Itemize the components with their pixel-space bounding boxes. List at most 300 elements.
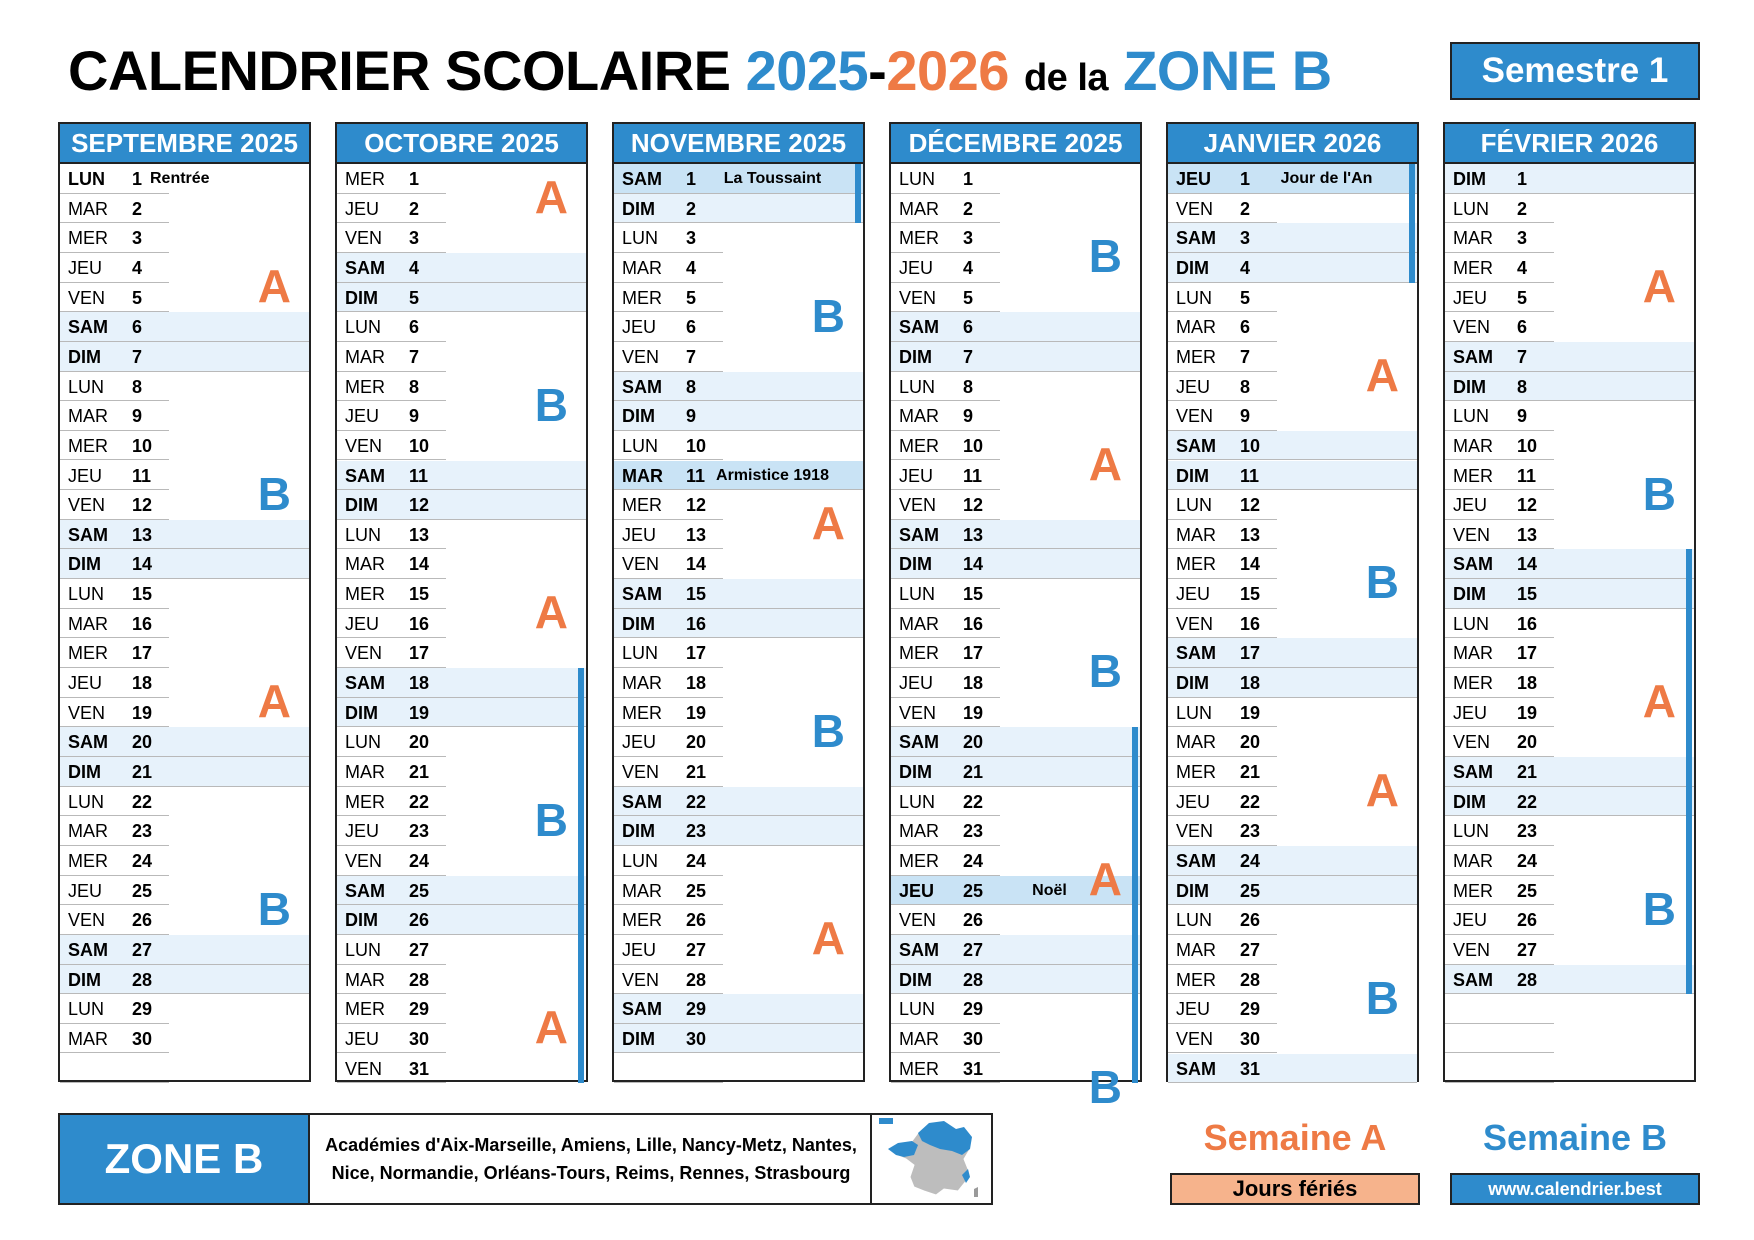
day-name: JEU (1176, 791, 1211, 812)
day-row (891, 698, 1140, 728)
day-name: MAR (622, 257, 662, 278)
website-link[interactable]: www.calendrier.best (1450, 1173, 1700, 1205)
day-number: 13 (132, 524, 153, 545)
day-number: 18 (963, 673, 984, 694)
day-row (891, 401, 1140, 431)
day-label: Armistice 1918 (716, 466, 829, 484)
day-name: MER (1176, 554, 1216, 575)
day-name: SAM (622, 169, 662, 189)
day-row (337, 253, 586, 283)
day-name: LUN (622, 228, 659, 249)
day-row (337, 283, 586, 313)
day-row (1168, 727, 1417, 757)
day-row (891, 283, 1140, 313)
day-name: VEN (1176, 198, 1214, 219)
day-name: MER (1176, 346, 1216, 367)
day-number: 23 (963, 821, 984, 842)
day-number: 30 (963, 1028, 984, 1049)
day-row (614, 787, 863, 817)
day-number: 25 (1517, 880, 1538, 901)
day-row (614, 668, 863, 698)
day-row (60, 1054, 309, 1084)
week-label-a: A (534, 586, 568, 639)
day-row (1445, 816, 1694, 846)
day-name: MAR (345, 554, 385, 575)
day-number: 21 (409, 762, 430, 782)
day-name: JEU (1453, 702, 1488, 723)
day-number: 19 (409, 702, 430, 723)
day-name: SAM (622, 999, 662, 1020)
day-number: 6 (686, 317, 697, 338)
day-row (1445, 727, 1694, 757)
day-name: MAR (1176, 939, 1216, 960)
day-name: MAR (345, 762, 385, 782)
day-number: 23 (1517, 821, 1538, 842)
day-number: 9 (963, 406, 974, 427)
day-number: 7 (1240, 346, 1251, 367)
month-column (612, 122, 865, 1082)
day-number: 17 (686, 643, 707, 664)
title-dash: - (868, 39, 887, 102)
day-row (337, 490, 586, 520)
day-number: 5 (409, 287, 420, 308)
day-number: 28 (409, 969, 430, 990)
day-number: 28 (963, 969, 984, 990)
day-name: SAM (622, 584, 662, 605)
day-name: SAM (345, 880, 385, 901)
day-row (614, 1024, 863, 1054)
day-number: 30 (132, 1028, 153, 1049)
day-number: 25 (1240, 880, 1261, 901)
day-name: DIM (622, 1028, 655, 1049)
day-row (60, 520, 309, 550)
day-row (1445, 609, 1694, 639)
day-name: VEN (622, 762, 660, 782)
day-number: 27 (1240, 939, 1261, 960)
day-number: 29 (686, 999, 707, 1020)
week-label-b: B (811, 289, 845, 342)
day-row (891, 609, 1140, 639)
day-number: 18 (132, 673, 153, 694)
day-name: VEN (622, 554, 660, 575)
day-number: 1 (1517, 169, 1528, 189)
day-row (337, 668, 586, 698)
row-divider (60, 1082, 169, 1083)
day-name: MER (1453, 465, 1493, 486)
day-number: 6 (963, 317, 974, 338)
day-row (60, 372, 309, 402)
day-number: 26 (963, 910, 984, 931)
week-label-b: B (811, 704, 845, 757)
day-name: MER (622, 702, 662, 723)
day-label: Jour de l'An (1280, 170, 1373, 187)
day-number: 27 (963, 939, 984, 960)
day-name: SAM (1453, 969, 1493, 990)
day-name: VEN (68, 495, 106, 516)
day-name: DIM (345, 287, 378, 308)
day-number: 8 (1240, 376, 1251, 397)
row-divider (1445, 1082, 1554, 1083)
day-row (337, 549, 586, 579)
week-label-a: A (1642, 675, 1676, 728)
day-number: 16 (963, 613, 984, 634)
day-number: 3 (686, 228, 697, 249)
day-name: VEN (68, 287, 106, 308)
day-number: 10 (686, 435, 707, 456)
day-name: SAM (68, 524, 108, 545)
day-row (614, 1054, 863, 1084)
day-number: 13 (686, 524, 707, 545)
france-map-icon (874, 1115, 991, 1203)
week-label-a: A (534, 171, 568, 223)
day-row (337, 698, 586, 728)
day-number: 2 (963, 198, 974, 219)
day-row (1168, 253, 1417, 283)
day-number: 4 (409, 257, 420, 278)
day-name: MAR (622, 880, 662, 901)
day-row (337, 223, 586, 253)
semestre-badge: Semestre 1 (1450, 42, 1700, 100)
day-number: 23 (409, 821, 430, 842)
day-name: SAM (345, 257, 385, 278)
day-number: 8 (409, 376, 420, 397)
day-name: DIM (68, 762, 101, 782)
day-name: MER (1453, 880, 1493, 901)
day-number: 21 (1240, 762, 1261, 782)
day-number: 24 (1517, 850, 1538, 871)
day-number: 14 (132, 554, 153, 575)
day-number: 9 (1517, 406, 1528, 427)
day-row (1168, 312, 1417, 342)
day-number: 3 (1517, 228, 1528, 249)
day-name: LUN (1453, 198, 1490, 219)
row-divider (1168, 1082, 1417, 1083)
day-row (1168, 490, 1417, 520)
day-name: JEU (1176, 169, 1212, 189)
day-row (891, 579, 1140, 609)
day-name: JEU (345, 821, 380, 842)
vacation-bar (1409, 164, 1415, 283)
day-row (614, 431, 863, 461)
day-name: MAR (68, 406, 108, 427)
day-name: MER (68, 643, 108, 664)
day-name: MAR (899, 1028, 939, 1049)
day-row (337, 1054, 586, 1084)
month-column (335, 122, 588, 1082)
day-row (614, 342, 863, 372)
day-row (1168, 876, 1417, 906)
day-number: 2 (409, 198, 420, 219)
day-number: 16 (1517, 613, 1538, 634)
day-name: VEN (1453, 317, 1491, 338)
day-number: 9 (409, 406, 420, 427)
day-name: DIM (1176, 673, 1209, 694)
day-name: MER (1453, 257, 1493, 278)
day-name: MAR (1453, 435, 1493, 456)
day-number: 21 (1517, 762, 1538, 782)
day-number: 27 (132, 939, 153, 960)
week-label-a: A (1365, 764, 1399, 816)
day-number: 15 (686, 584, 707, 605)
day-number: 8 (1517, 376, 1528, 397)
day-name: MER (899, 850, 939, 871)
day-row (337, 757, 586, 787)
day-number: 5 (1240, 287, 1251, 308)
day-number: 13 (1240, 524, 1261, 545)
day-row (614, 372, 863, 402)
day-name: MER (1453, 673, 1493, 694)
day-number: 26 (132, 910, 153, 931)
day-row (614, 164, 863, 194)
day-number: 14 (1517, 554, 1538, 575)
day-name: MAR (345, 346, 385, 367)
month-column (1166, 122, 1419, 1082)
day-number: 10 (1517, 435, 1538, 456)
day-number: 8 (686, 376, 697, 397)
day-row (1445, 223, 1694, 253)
day-name: DIM (1176, 465, 1209, 486)
day-number: 5 (132, 287, 143, 308)
day-row (891, 520, 1140, 550)
day-name: MAR (68, 821, 108, 842)
day-number: 16 (1240, 613, 1261, 634)
day-name: VEN (345, 228, 383, 249)
day-name: LUN (622, 435, 659, 456)
day-row (1168, 1024, 1417, 1054)
day-name: MAR (899, 613, 939, 634)
day-label: Rentrée (150, 170, 210, 187)
day-name: DIM (622, 821, 655, 842)
day-number: 11 (409, 465, 429, 486)
legend-semaine-a: Semaine A (1203, 1117, 1387, 1158)
day-name: MER (345, 376, 385, 397)
week-label-b: B (1365, 971, 1399, 1024)
day-number: 22 (409, 791, 430, 812)
day-number: 12 (1240, 495, 1261, 516)
day-name: MER (68, 228, 108, 249)
week-label-b: B (1642, 882, 1676, 935)
day-number: 15 (1517, 584, 1538, 605)
day-number: 1 (963, 169, 974, 189)
day-number: 19 (132, 702, 153, 723)
day-row (891, 965, 1140, 995)
day-number: 4 (1240, 257, 1251, 278)
day-name: SAM (899, 939, 939, 960)
week-label-b: B (1642, 467, 1676, 520)
day-name: MER (1176, 969, 1216, 990)
day-number: 11 (132, 465, 152, 486)
day-number: 13 (409, 524, 430, 545)
day-number: 20 (1517, 732, 1538, 753)
title-year-start: 2025 (745, 39, 869, 102)
day-row (614, 846, 863, 876)
day-number: 22 (963, 791, 984, 812)
day-number: 1 (132, 169, 143, 189)
day-name: LUN (345, 524, 382, 545)
day-name: MAR (1453, 228, 1493, 249)
day-row (337, 727, 586, 757)
day-row (891, 816, 1140, 846)
day-row (337, 905, 586, 935)
day-number: 24 (132, 850, 153, 871)
day-label: Noël (1032, 881, 1067, 899)
day-row (1445, 994, 1694, 1024)
day-name: DIM (899, 554, 932, 575)
day-number: 31 (963, 1058, 984, 1079)
day-row (614, 638, 863, 668)
day-number: 8 (963, 376, 974, 397)
day-name: LUN (1453, 406, 1490, 427)
day-name: JEU (68, 257, 103, 278)
day-row (891, 757, 1140, 787)
day-number: 10 (132, 435, 153, 456)
day-row (614, 965, 863, 995)
week-label-b: B (257, 467, 291, 520)
day-name: VEN (68, 910, 106, 931)
month-column (889, 122, 1142, 1113)
day-row (337, 965, 586, 995)
day-number: 26 (409, 910, 430, 931)
day-number: 31 (1240, 1058, 1261, 1079)
day-name: MER (345, 584, 385, 605)
day-number: 22 (132, 791, 153, 812)
day-row (337, 846, 586, 876)
day-name: MAR (68, 198, 108, 219)
vacation-bar (855, 164, 861, 223)
day-row (337, 876, 586, 906)
day-number: 18 (409, 673, 430, 694)
day-name: DIM (1176, 257, 1209, 278)
day-number: 11 (963, 465, 983, 486)
day-number: 2 (1517, 198, 1528, 219)
day-number: 17 (409, 643, 430, 664)
day-number: 20 (409, 732, 430, 753)
day-row (60, 965, 309, 995)
day-number: 18 (686, 673, 707, 694)
day-number: 22 (686, 791, 707, 812)
day-name: VEN (622, 969, 660, 990)
day-number: 25 (409, 880, 430, 901)
week-label-a: A (1088, 852, 1122, 905)
day-row (1168, 431, 1417, 461)
day-number: 15 (963, 584, 984, 605)
day-number: 19 (963, 702, 984, 723)
day-name: JEU (68, 880, 103, 901)
day-name: LUN (899, 791, 936, 812)
day-number: 29 (409, 999, 430, 1020)
day-name: LUN (1176, 287, 1213, 308)
day-name: LUN (622, 850, 659, 871)
day-row (1445, 372, 1694, 402)
day-row (1445, 579, 1694, 609)
title-main: CALENDRIER SCOLAIRE (68, 39, 731, 102)
legend-semaine-b: Semaine B (1482, 1117, 1668, 1158)
day-row (1445, 164, 1694, 194)
day-number: 26 (686, 910, 707, 931)
day-name: SAM (1176, 228, 1216, 249)
day-name: DIM (622, 613, 655, 634)
day-number: 17 (963, 643, 984, 664)
day-row (891, 935, 1140, 965)
day-name: JEU (345, 406, 380, 427)
day-name: VEN (345, 435, 383, 456)
day-number: 14 (686, 554, 707, 575)
day-name: SAM (899, 524, 939, 545)
month-header: NOVEMBRE 2025 (614, 124, 863, 164)
day-row (1168, 1054, 1417, 1084)
day-number: 7 (409, 346, 420, 367)
day-number: 22 (1240, 791, 1261, 812)
day-number: 30 (409, 1028, 430, 1049)
day-number: 1 (686, 169, 697, 189)
day-row (1168, 164, 1417, 194)
day-row (1445, 1054, 1694, 1084)
day-name: JEU (345, 198, 380, 219)
day-name: SAM (68, 317, 108, 338)
month-column (1443, 122, 1696, 1082)
day-name: LUN (345, 939, 382, 960)
week-label-a: A (1088, 437, 1122, 490)
day-name: VEN (899, 495, 937, 516)
day-number: 20 (1240, 732, 1261, 753)
day-name: LUN (1176, 910, 1213, 931)
day-row (60, 549, 309, 579)
month-column (58, 122, 311, 1082)
day-name: JEU (1176, 376, 1211, 397)
day-number: 27 (409, 939, 430, 960)
day-number: 18 (1517, 673, 1538, 694)
day-number: 11 (1240, 465, 1260, 486)
day-name: MER (622, 495, 662, 516)
day-name: VEN (899, 287, 937, 308)
day-row (60, 935, 309, 965)
day-row (891, 194, 1140, 224)
day-name: SAM (1453, 762, 1493, 782)
day-number: 15 (409, 584, 430, 605)
day-name: VEN (1453, 732, 1491, 753)
day-name: JEU (622, 732, 657, 753)
week-label-a: A (1642, 259, 1676, 312)
day-number: 5 (963, 287, 974, 308)
day-number: 3 (1240, 228, 1251, 249)
day-name: LUN (622, 643, 659, 664)
day-row (60, 401, 309, 431)
day-number: 23 (132, 821, 153, 842)
day-number: 4 (963, 257, 974, 278)
legend-jours-feries: Jours fériés (1170, 1173, 1420, 1205)
day-name: SAM (1176, 1058, 1216, 1079)
day-name: DIM (899, 969, 932, 990)
month-header: FÉVRIER 2026 (1445, 124, 1694, 164)
day-row (1445, 787, 1694, 817)
day-row (1168, 846, 1417, 876)
day-row (1445, 401, 1694, 431)
day-name: LUN (345, 317, 382, 338)
day-name: SAM (1453, 346, 1493, 367)
week-label-b: B (257, 882, 291, 935)
day-name: MAR (899, 198, 939, 219)
day-name: DIM (68, 969, 101, 990)
day-number: 24 (686, 850, 707, 871)
day-number: 14 (963, 554, 984, 575)
day-number: 20 (686, 732, 707, 753)
vacation-bar (1686, 549, 1692, 994)
zone-info-box (58, 1113, 993, 1205)
week-label-b: B (1088, 645, 1122, 698)
day-name: LUN (345, 732, 382, 753)
day-row (1445, 431, 1694, 461)
day-row (1168, 905, 1417, 935)
